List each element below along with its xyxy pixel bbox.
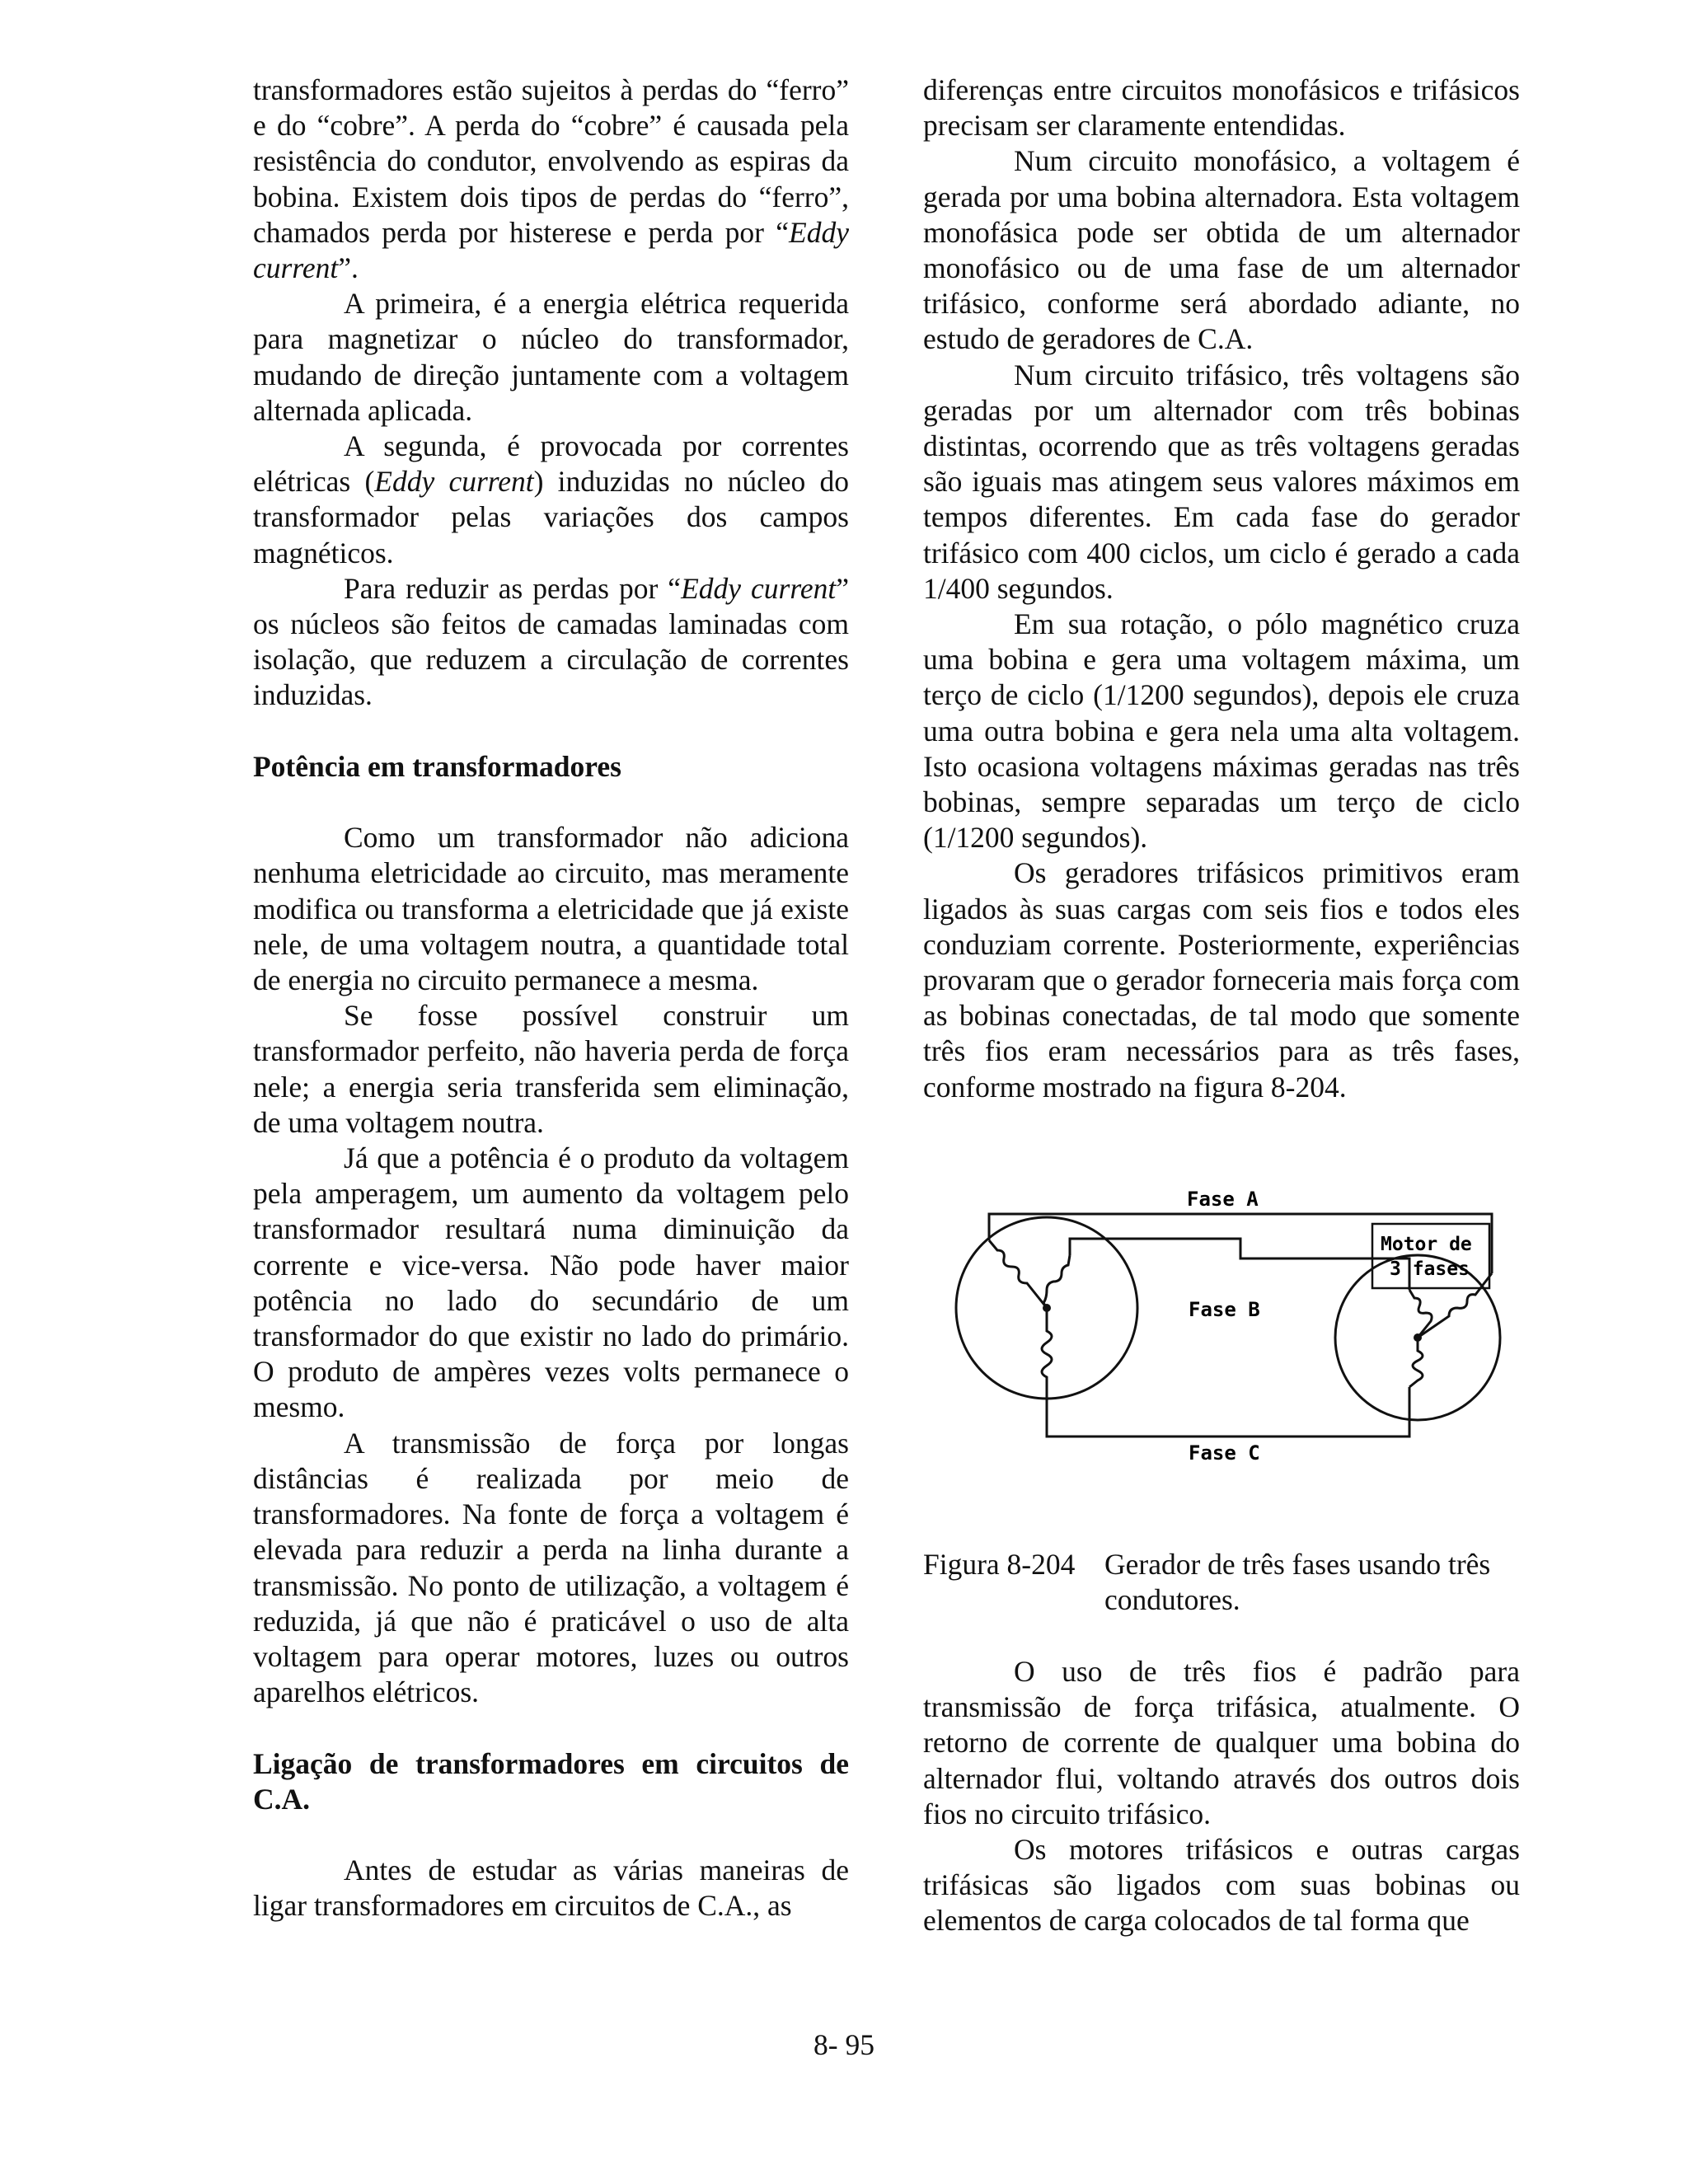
paragraph: Antes de estudar as várias maneiras de ligar transformadores em circuitos de C.A., as xyxy=(253,1854,849,1923)
caption-text: Gerador de três fases usando três condutores. xyxy=(1104,1548,1491,1617)
section-heading: Ligação de transformadores em circuitos de C.A. xyxy=(253,1746,849,1816)
text-span: A segunda, é provocada por correntes elétricas ( xyxy=(253,429,849,499)
paragraph: Num circuito trifásico, três voltagens são geradas por um alternador com três bobinas distintas, ocorrendo que as três voltagens geradas são iguais mas atingem seus valores máximos em tempos diferentes. Em cada fase do gerador trifásico com 400 ciclos, um ciclo é gerado a cada 1/400 segundos. xyxy=(923,358,1520,605)
label-fase-c: Fase C xyxy=(1189,1441,1260,1465)
right-column-continued xyxy=(923,1654,1520,1939)
label-fase-a: Fase A xyxy=(1187,1188,1259,1211)
generator-neutral-dot xyxy=(1043,1304,1051,1312)
italic-term: Eddy current xyxy=(253,215,849,285)
paragraph: A transmissão de força por longas distâncias é realizada por meio de transformadores. Na fonte de força a voltagem é elevada para reduzir a perda na linha durante a transmissão. No ponto de utilização, a voltagem é reduzida, já que não é praticável o uso de alta voltagem para operar motores, luzes ou outros aparelhos elétricos. xyxy=(253,1426,849,1709)
generator-winding-b xyxy=(1043,1255,1070,1308)
paragraph xyxy=(253,429,849,571)
paragraph: A primeira, é a energia elétrica requerida para magnetizar o núcleo do transformador, mudando de direção juntamente com a voltagem alternada aplicada. xyxy=(253,287,849,427)
circuit-diagram xyxy=(948,1174,1508,1504)
paragraph: Se fosse possível construir um transformador perfeito, não haveria perda de força nele; a energia seria transferida sem eliminação, de uma voltagem noutra. xyxy=(253,999,849,1139)
paragraph: Num circuito monofásico, a voltagem é gerada por uma bobina alternadora. Esta voltagem monofásica pode ser obtida de um alternador monofásico ou de uma fase de um alternador trifásico, conforme será abordado adiante, no estudo de geradores de C.A. xyxy=(923,144,1520,356)
left-column xyxy=(253,73,849,1924)
paragraph xyxy=(253,73,849,286)
text-span: ) induzidas no núcleo do transformador pelas variações dos campos magnéticos. xyxy=(253,465,849,569)
caption-label: Figura 8-204 xyxy=(923,1548,1076,1581)
paragraph: Já que a potência é o produto da voltagem pela amperagem, um aumento da voltagem pelo transformador resultará numa diminuição da corrente e vice-versa. Não pode haver maior potência no lado do secundário de um transformador do que existir no lado do primário. O produto de ampères vezes volts permanece o mesmo. xyxy=(253,1141,849,1424)
motor-neutral-dot xyxy=(1414,1333,1422,1342)
label-motor-line1: Motor de xyxy=(1381,1234,1472,1255)
text-span: Para reduzir as perdas por “ xyxy=(344,571,682,605)
right-column xyxy=(923,73,1520,1105)
three-phase-generator-figure xyxy=(948,1174,1508,1504)
text-span: ”. xyxy=(338,251,359,285)
paragraph: Como um transformador não adiciona nenhuma eletricidade ao circuito, mas meramente modifica ou transforma a eletricidade que já existe nele, de uma voltagem noutra, a quantidade total de energia no circuito permanece a mesma. xyxy=(253,821,849,997)
text-span: transformadores estão sujeitos à perdas do “ferro” e do “cobre”. A perda do “cobre” é causada pela resistência do condutor, envolvendo as espiras da bobina. Existem dois tipos de perdas do “ferro”, chamados perda por histerese e perda por “ xyxy=(253,73,849,249)
italic-term: Eddy current xyxy=(374,465,534,499)
paragraph: Em sua rotação, o pólo magnético cruza uma bobina e gera uma voltagem máxima, um terço de ciclo (1/1200 segundos), depois ele cruza uma outra bobina e gera nela uma alta voltagem. Isto ocasiona voltagens máximas geradas nas três bobinas, sempre separadas um terço de ciclo (1/1200 segundos). xyxy=(923,607,1520,855)
generator-winding-a xyxy=(989,1240,1047,1308)
paragraph xyxy=(253,571,849,714)
label-fase-b: Fase B xyxy=(1189,1298,1260,1321)
label-motor-line2: 3 fases xyxy=(1390,1258,1470,1280)
paragraph: O uso de três fios é padrão para transmissão de força trifásica, atualmente. O retorno de corrente de qualquer uma bobina do alternador flui, voltando através dos outros dois fios no circuito trifásico. xyxy=(923,1655,1520,1830)
section-heading: Potência em transformadores xyxy=(253,749,621,783)
italic-term: Eddy current xyxy=(681,571,837,605)
text-span: ” os núcleos são feitos de camadas laminadas com isolação, que reduzem a circulação de correntes induzidas. xyxy=(253,571,849,712)
paragraph: Os geradores trifásicos primitivos eram ligados às suas cargas com seis fios e todos eles conduziam corrente. Posteriormente, experiências provaram que o gerador forneceria mais força com as bobinas conectadas, de tal modo que somente três fios eram necessários para as três fases, conforme mostrado na figura 8-204. xyxy=(923,856,1520,1104)
wire-fase-c xyxy=(1047,1387,1409,1436)
paragraph: Os motores trifásicos e outras cargas trifásicas são ligados com suas bobinas ou elementos de carga colocados de tal forma que xyxy=(923,1833,1520,1938)
wire-fase-b xyxy=(1070,1239,1409,1290)
generator-winding-c xyxy=(1042,1308,1052,1389)
motor-winding-c xyxy=(1409,1338,1423,1387)
paragraph: diferenças entre circuitos monofásicos e trifásicos precisam ser claramente entendidas. xyxy=(923,73,1520,143)
page-number: 8- 95 xyxy=(814,2028,874,2061)
